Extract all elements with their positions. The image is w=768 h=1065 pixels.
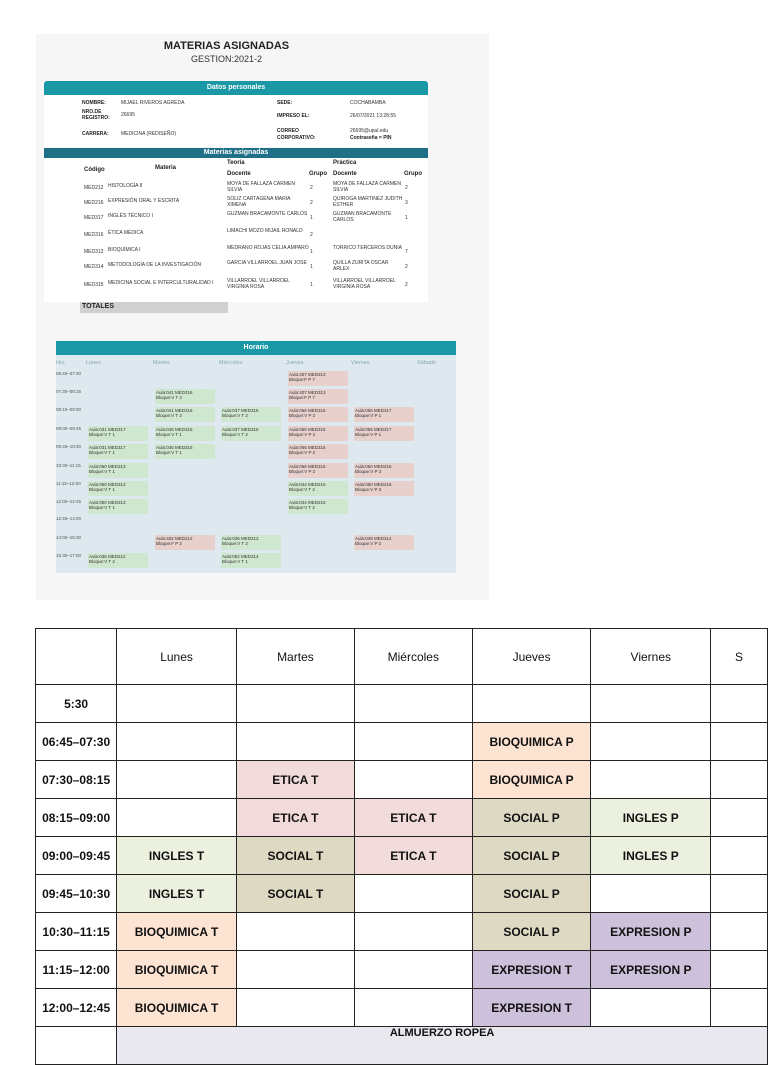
theory-teacher: LIMACHI MOZO MIJAIL RONALD — [227, 228, 303, 234]
col-practica-grupo: Grupo — [404, 171, 422, 177]
time-cell: 06:45–07:30 — [36, 723, 117, 761]
schedule-cell: INGLES T — [117, 837, 237, 875]
schedule-cell — [354, 875, 472, 913]
header-cell-s: S — [711, 629, 768, 685]
time-cell: 12:00–12:45 — [36, 989, 117, 1027]
block-line-2: Bloque:F P 2 — [156, 541, 182, 546]
schedule-cell: ETICA T — [236, 799, 354, 837]
schedule-cell — [711, 761, 768, 799]
horario-block — [288, 426, 348, 441]
correo-value: 26695@upal.edu — [350, 128, 389, 134]
course-code: MED316 — [84, 232, 104, 238]
practice-group: 2 — [405, 185, 408, 191]
theory-group: 2 — [310, 185, 313, 191]
course-name: ÉTICA MÉDICA — [108, 230, 144, 236]
schedule-cell — [354, 723, 472, 761]
horario-time-label: 07:30–08:15 — [56, 389, 82, 394]
schedule-cell — [236, 951, 354, 989]
schedule-cell: INGLES P — [591, 799, 711, 837]
horario-block — [155, 389, 215, 404]
block-line-1: Aula:407 MED313 — [289, 390, 326, 395]
schedule-cell: EXPRESION P — [591, 913, 711, 951]
block-line-1: Aula:037 MED316 — [222, 408, 259, 413]
block-line-1: Aula:031 MED317 — [89, 445, 126, 450]
col-codigo: Código — [84, 167, 105, 173]
practice-group: 7 — [405, 249, 408, 255]
block-line-1: Aula:050 MED313 — [89, 464, 126, 469]
header-cell-lunes: Lunes — [117, 629, 237, 685]
block-line-2: Bloque:V T 2 — [289, 505, 315, 510]
theory-group: 1 — [310, 282, 313, 288]
block-line-2: Bloque:V T 2 — [222, 541, 248, 546]
schedule-cell: BIOQUIMICA T — [117, 951, 237, 989]
block-line-2: Bloque:V T 2 — [222, 432, 248, 437]
correo-label-1: CORREO — [277, 128, 299, 134]
schedule-cell — [236, 989, 354, 1027]
schedule-cell: SOCIAL P — [472, 837, 591, 875]
schedule-row — [36, 837, 768, 875]
schedule-cell — [591, 875, 711, 913]
horario-time-label: 09:45–10:30 — [56, 444, 82, 449]
schedule-cell — [711, 913, 768, 951]
block-line-1: Aula:050 MED313 — [89, 500, 126, 505]
schedule-cell — [236, 723, 354, 761]
schedule-row — [36, 685, 768, 723]
schedule-row — [36, 761, 768, 799]
schedule-cell: BIOQUIMICA T — [117, 989, 237, 1027]
time-cell: 09:45–10:30 — [36, 875, 117, 913]
registro-value: 26695 — [121, 112, 135, 118]
course-code: MED212 — [84, 185, 104, 191]
schedule-cell — [711, 685, 768, 723]
schedule-cell — [591, 685, 711, 723]
schedule-cell — [117, 761, 237, 799]
name-label: NOMBRE: — [82, 100, 106, 106]
course-name: MEDICINA SOCIAL E INTERCULTURALIDAD I — [108, 280, 214, 286]
course-code: MED216 — [84, 200, 104, 206]
horario-block — [88, 463, 148, 478]
block-line-1: Aula:066 MED315 — [289, 464, 326, 469]
impreso-label: IMPRESO EL: — [277, 113, 310, 119]
schedule-cell — [591, 761, 711, 799]
theory-group: 2 — [310, 200, 313, 206]
block-line-2: Bloque:F P 7 — [289, 395, 315, 400]
horario-block — [354, 535, 414, 550]
schedule-cell — [711, 989, 768, 1027]
horario-day-label: Viernes — [351, 360, 370, 366]
block-line-2: Bloque:V T 1 — [89, 487, 115, 492]
block-line-1: Aula:055 MED317 — [355, 408, 392, 413]
horario-block — [288, 444, 348, 459]
block-line-2: Bloque:V T 2 — [89, 559, 115, 564]
block-line-2: Bloque:V P 2 — [289, 469, 316, 474]
horario-block — [288, 499, 348, 514]
practice-group: 1 — [405, 215, 408, 221]
schedule-cell — [711, 837, 768, 875]
col-teoria: Teoría — [227, 160, 245, 166]
course-name: BIOQUÍMICA I — [108, 247, 141, 253]
block-line-1: Aula:039 MED314 — [355, 536, 392, 541]
materias-header: Materias asignadas — [44, 148, 428, 158]
course-name: INGLÉS TÉCNICO I — [108, 213, 153, 219]
block-line-1: Aula:045 MED315 — [156, 427, 193, 432]
theory-group: 1 — [310, 264, 313, 270]
block-line-1: Aula:041 MED316 — [156, 390, 193, 395]
schedule-cell — [354, 761, 472, 799]
block-line-2: Bloque:V T 2 — [222, 413, 248, 418]
schedule-cell — [117, 685, 237, 723]
horario-day-label: Miércoles — [219, 360, 243, 366]
schedule-row — [36, 951, 768, 989]
course-name: EXPRESIÓN ORAL Y ESCRITA — [108, 198, 180, 204]
schedule-cell: SOCIAL T — [236, 837, 354, 875]
col-teoria-grupo: Grupo — [309, 171, 327, 177]
schedule-cell: INGLES P — [591, 837, 711, 875]
schedule-cell — [472, 685, 591, 723]
course-code: MED317 — [84, 215, 104, 221]
horario-block — [354, 426, 414, 441]
schedule-cell — [354, 989, 472, 1027]
horario-time-label: 14:00–15:30 — [56, 535, 82, 540]
block-line-2: Bloque:V P 2 — [355, 541, 382, 546]
schedule-cell: SOCIAL P — [472, 913, 591, 951]
horario-block — [288, 463, 348, 478]
horario-block — [155, 407, 215, 422]
schedule-header-row — [36, 629, 768, 685]
block-line-2: Bloque:V P 2 — [289, 432, 316, 437]
block-line-1: Aula:041 MED316 — [156, 408, 193, 413]
block-line-1: Aula:044 MED216 — [289, 500, 326, 505]
horario-time-label: 06:45–07:30 — [56, 371, 82, 376]
block-line-1: Aula:066 MED315 — [289, 445, 326, 450]
block-line-1: Aula:055 MED317 — [355, 427, 392, 432]
horario-block — [155, 426, 215, 441]
name-value: MIJAEL RIVEROS AGREDA — [121, 100, 185, 106]
schedule-cell: ETICA T — [354, 799, 472, 837]
block-line-2: Bloque:V T 2 — [156, 413, 182, 418]
carrera-label: CARRERA: — [82, 131, 109, 137]
schedule-cell: ETICA T — [354, 837, 472, 875]
schedule-cell — [591, 723, 711, 761]
horario-day-label: Sábado — [417, 360, 436, 366]
document-title: MATERIAS ASIGNADAS — [163, 40, 290, 52]
registro-label-1: NRO.DE — [82, 109, 102, 115]
col-practica-docente: Docente — [333, 171, 357, 177]
lunch-cell: ALMUERZO ROPEA — [117, 1027, 768, 1065]
theory-teacher: GUZMAN BRACAMONTE CARLOS — [227, 211, 308, 217]
practice-teacher: QUIROGA MARTINEZ JUDITH ESTHER — [333, 196, 403, 208]
theory-group: 1 — [310, 249, 313, 255]
theory-group: 1 — [310, 215, 313, 221]
schedule-cell: BIOQUIMICA P — [472, 761, 591, 799]
registro-label-2: REGISTRO: — [82, 115, 110, 121]
horario-block — [288, 481, 348, 496]
schedule-cell — [117, 723, 237, 761]
col-teoria-docente: Docente — [227, 171, 251, 177]
block-line-2: Bloque:V T 1 — [89, 450, 115, 455]
schedule-body — [36, 685, 768, 1065]
schedule-cell: SOCIAL P — [472, 799, 591, 837]
schedule-row — [36, 989, 768, 1027]
practice-group: 3 — [405, 200, 408, 206]
horario-block — [288, 371, 348, 386]
schedule-cell: EXPRESION P — [591, 951, 711, 989]
theory-teacher: GARCIA VILLARROEL JUAN JOSE — [227, 260, 307, 266]
block-line-2: Bloque:V P 3 — [355, 469, 382, 474]
schedule-cell — [591, 989, 711, 1027]
block-line-1: Aula:407 MED313 — [289, 372, 326, 377]
header-cell-corner — [36, 629, 117, 685]
horario-block — [288, 389, 348, 404]
horario-block — [155, 444, 215, 459]
schedule-cell — [236, 685, 354, 723]
block-line-2: Bloque:V P 1 — [355, 432, 382, 437]
horario-block — [88, 553, 148, 568]
schedule-row — [36, 913, 768, 951]
practice-teacher: TORRICO TERCEROS DUNIA — [333, 245, 402, 251]
horario-block — [288, 407, 348, 422]
sede-value: COCHABAMBA — [350, 100, 386, 106]
practice-teacher: MOYA DE FALLAZA CARMEN SILVIA — [333, 181, 401, 193]
horario-time-label: 08:15–09:00 — [56, 407, 82, 412]
horario-block — [221, 407, 281, 422]
horario-header: Horario — [56, 341, 456, 355]
block-line-2: Bloque:V T 1 — [89, 469, 115, 474]
block-line-2: Bloque:V T 2 — [289, 487, 315, 492]
schedule-cell — [711, 723, 768, 761]
block-line-1: Aula:036 MED212 — [89, 554, 126, 559]
block-line-1: Aula:037 MED316 — [222, 427, 259, 432]
schedule-cell — [354, 951, 472, 989]
schedule-cell — [117, 799, 237, 837]
block-line-2: Bloque:F P 7 — [289, 377, 315, 382]
horario-block — [221, 535, 281, 550]
block-line-1: Aula:066 MED315 — [289, 427, 326, 432]
schedule-cell — [236, 913, 354, 951]
practice-teacher: GUZMAN BRACAMONTE CARLOS — [333, 211, 392, 223]
theory-group: 2 — [310, 232, 313, 238]
header-cell-martes: Martes — [236, 629, 354, 685]
schedule-cell — [354, 913, 472, 951]
schedule-cell: EXPRESION T — [472, 951, 591, 989]
block-line-2: Bloque:V P 3 — [355, 487, 382, 492]
schedule-row — [36, 799, 768, 837]
schedule-cell — [711, 951, 768, 989]
practice-teacher: QUILLA ZURITA OSCAR ARLEX — [333, 260, 389, 272]
horario-time-label: 15:30–17:00 — [56, 553, 82, 558]
header-cell-viernes: Viernes — [591, 629, 711, 685]
schedule-cell — [354, 685, 472, 723]
schedule-cell: ETICA T — [236, 761, 354, 799]
theory-teacher: SOLIZ CARTAGENA MARIA XIMENA — [227, 196, 291, 208]
time-cell: 5:30 — [36, 685, 117, 723]
horario-block — [88, 481, 148, 496]
header-cell-jueves: Jueves — [472, 629, 591, 685]
col-practica: Práctica — [333, 160, 357, 166]
horario-block — [155, 535, 215, 550]
theory-teacher: MOYA DE FALLAZA CARMEN SILVIA — [227, 181, 295, 193]
block-line-2: Bloque:V T 1 — [156, 432, 182, 437]
block-line-2: Bloque:V T 1 — [89, 505, 115, 510]
course-name: METODOLOGÍA DE LA INVESTIGACIÓN — [108, 262, 201, 268]
schedule-cell: INGLES T — [117, 875, 237, 913]
course-code: MED315 — [84, 282, 104, 288]
horario-day-label: Martes — [153, 360, 170, 366]
schedule-cell — [711, 799, 768, 837]
horario-block — [88, 444, 148, 459]
course-code: MED313 — [84, 249, 104, 255]
block-line-1: Aula:052 MED314 — [222, 554, 259, 559]
horario-time-label: 12:45–14:00 — [56, 516, 82, 521]
block-line-1: Aula:050 MED313 — [89, 482, 126, 487]
time-cell: 09:00–09:45 — [36, 837, 117, 875]
time-cell — [36, 1027, 117, 1065]
schedule-row — [36, 875, 768, 913]
document-subtitle: GESTION:2021-2 — [190, 54, 263, 64]
block-line-2: Bloque:V T 1 — [89, 432, 115, 437]
sede-label: SEDE: — [277, 100, 293, 106]
block-line-1: Aula:402 MED212 — [156, 536, 193, 541]
block-line-1: Aula:050 MED216 — [355, 464, 392, 469]
schedule-cell: SOCIAL P — [472, 875, 591, 913]
horario-block — [88, 499, 148, 514]
practice-group: 2 — [405, 282, 408, 288]
horario-block — [221, 426, 281, 441]
personal-data-header: Datos personales — [44, 81, 428, 95]
block-line-1: Aula:044 MED216 — [289, 482, 326, 487]
theory-teacher: MEDRANO ROJAS CELIA AMPARO — [227, 245, 309, 251]
block-line-2: Bloque:V P 2 — [289, 450, 316, 455]
block-line-2: Bloque:V P 2 — [289, 413, 316, 418]
schedule-cell: SOCIAL T — [236, 875, 354, 913]
horario-block — [354, 407, 414, 422]
schedule-table — [35, 628, 768, 1065]
horario-day-label: Hrs. — [56, 360, 67, 366]
time-cell: 07:30–08:15 — [36, 761, 117, 799]
horario-block — [354, 463, 414, 478]
carrera-value: MEDICINA (REDISEÑO) — [121, 131, 177, 137]
schedule-cell: BIOQUIMICA T — [117, 913, 237, 951]
block-line-2: Bloque:V T 1 — [222, 559, 248, 564]
horario-time-label: 11:15–12:00 — [56, 481, 81, 486]
horario-block — [88, 426, 148, 441]
schedule-row — [36, 723, 768, 761]
block-line-2: Bloque:V T 1 — [156, 450, 182, 455]
block-line-1: Aula:045 MED315 — [156, 445, 193, 450]
block-line-1: Aula:036 MED212 — [222, 536, 259, 541]
time-cell: 11:15–12:00 — [36, 951, 117, 989]
contrasena-value: Contraseña = PIN — [350, 135, 392, 141]
correo-label-2: CORPORATIVO: — [277, 135, 316, 141]
block-line-2: Bloque:V P 1 — [355, 413, 382, 418]
horario-time-label: 10:30–11:15 — [56, 463, 81, 468]
lunch-row — [36, 1027, 768, 1065]
horario-block — [221, 553, 281, 568]
totales-label: TOTALES — [82, 303, 115, 310]
horario-block — [354, 481, 414, 496]
schedule-cell: BIOQUIMICA P — [472, 723, 591, 761]
header-cell-miércoles: Miércoles — [354, 629, 472, 685]
horario-time-label: 09:00–09:45 — [56, 426, 82, 431]
horario-time-label: 12:00–12:45 — [56, 499, 82, 504]
schedule-cell: EXPRESION T — [472, 989, 591, 1027]
block-line-1: Aula:066 MED315 — [289, 408, 326, 413]
practice-teacher: VILLARROEL VILLARROEL VIRGINIA ROSA — [333, 278, 396, 290]
block-line-1: Aula:031 MED317 — [89, 427, 126, 432]
horario-day-label: Lunes — [86, 360, 101, 366]
horario-day-label: Jueves — [286, 360, 304, 366]
practice-group: 2 — [405, 264, 408, 270]
block-line-1: Aula:050 MED216 — [355, 482, 392, 487]
block-line-2: Bloque:V T 2 — [156, 395, 182, 400]
course-name: HISTOLOGÍA II — [108, 183, 143, 189]
course-code: MED314 — [84, 264, 104, 270]
col-materia: Materia — [155, 165, 177, 171]
time-cell: 10:30–11:15 — [36, 913, 117, 951]
schedule-cell — [711, 875, 768, 913]
theory-teacher: VILLARROEL VILLARROEL VIRGINIA ROSA — [227, 278, 290, 290]
time-cell: 08:15–09:00 — [36, 799, 117, 837]
impreso-value: 26/07/2021 13:28:55 — [350, 113, 396, 119]
